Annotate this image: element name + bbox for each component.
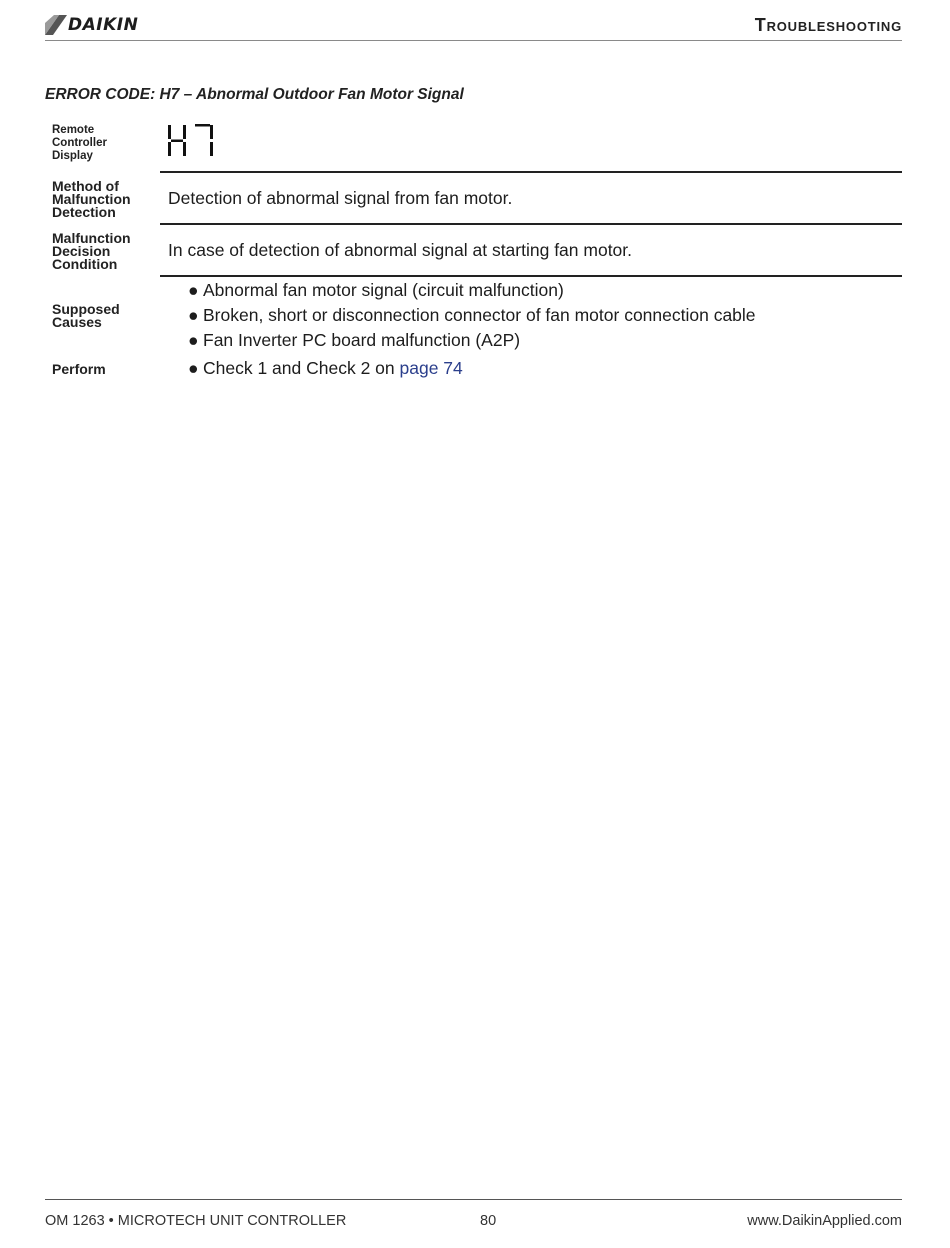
error-code-heading: ERROR CODE: H7 – Abnormal Outdoor Fan Motor Signal [45,86,464,103]
cause-text: Broken, short or disconnection connector of fan motor connection cable [203,305,756,325]
cause-item [188,330,520,351]
perform-text: Check 1 and Check 2 on [203,358,400,378]
method-text: Detection of abnormal signal from fan motor. [168,188,513,208]
decision-label [52,232,131,271]
label-line: Supposed [52,301,120,317]
table-divider [160,223,902,225]
footer-divider [45,1199,902,1200]
lcd-code-display [167,123,217,164]
cause-text: Fan Inverter PC board malfunction (A2P) [203,330,521,350]
perform-item [188,358,463,379]
method-label [52,180,131,219]
label-line: Display [52,150,93,162]
footer-website: www.DaikinApplied.com [747,1213,902,1229]
page-link[interactable]: page 74 [399,358,463,378]
label-line: Controller [52,137,107,149]
footer-document-title: OM 1263 • MICROTECH UNIT CONTROLLER [45,1213,347,1229]
remote-display-label [52,124,107,163]
header-divider [45,40,902,41]
table-divider [160,275,902,277]
cause-item [188,280,564,301]
label-line: Remote [52,124,95,136]
label-line: Decision [52,243,111,259]
decision-text: In case of detection of abnormal signal at starting fan motor. [168,240,633,260]
logo-text: DAIKIN [68,15,139,35]
label-line: Detection [52,204,116,220]
bullet-icon: ● [188,358,199,378]
label-line: Condition [52,256,118,272]
bullet-icon: ● [188,330,199,350]
perform-label: Perform [52,361,106,377]
daikin-logo [45,13,138,37]
seven-segment-h7-icon [167,123,217,159]
bullet-icon: ● [188,305,199,325]
footer-page-number: 80 [480,1213,497,1229]
label-line: Method of [52,178,119,194]
causes-label [52,303,120,329]
label-line: Causes [52,314,102,330]
label-line: Malfunction [52,191,131,207]
cause-text: Abnormal fan motor signal (circuit malfunction) [203,280,564,300]
table-divider [160,171,902,173]
cause-item [188,305,756,326]
bullet-icon: ● [188,280,199,300]
label-line: Malfunction [52,230,131,246]
daikin-logo-icon [45,15,67,35]
section-title: Troubleshooting [754,15,902,35]
